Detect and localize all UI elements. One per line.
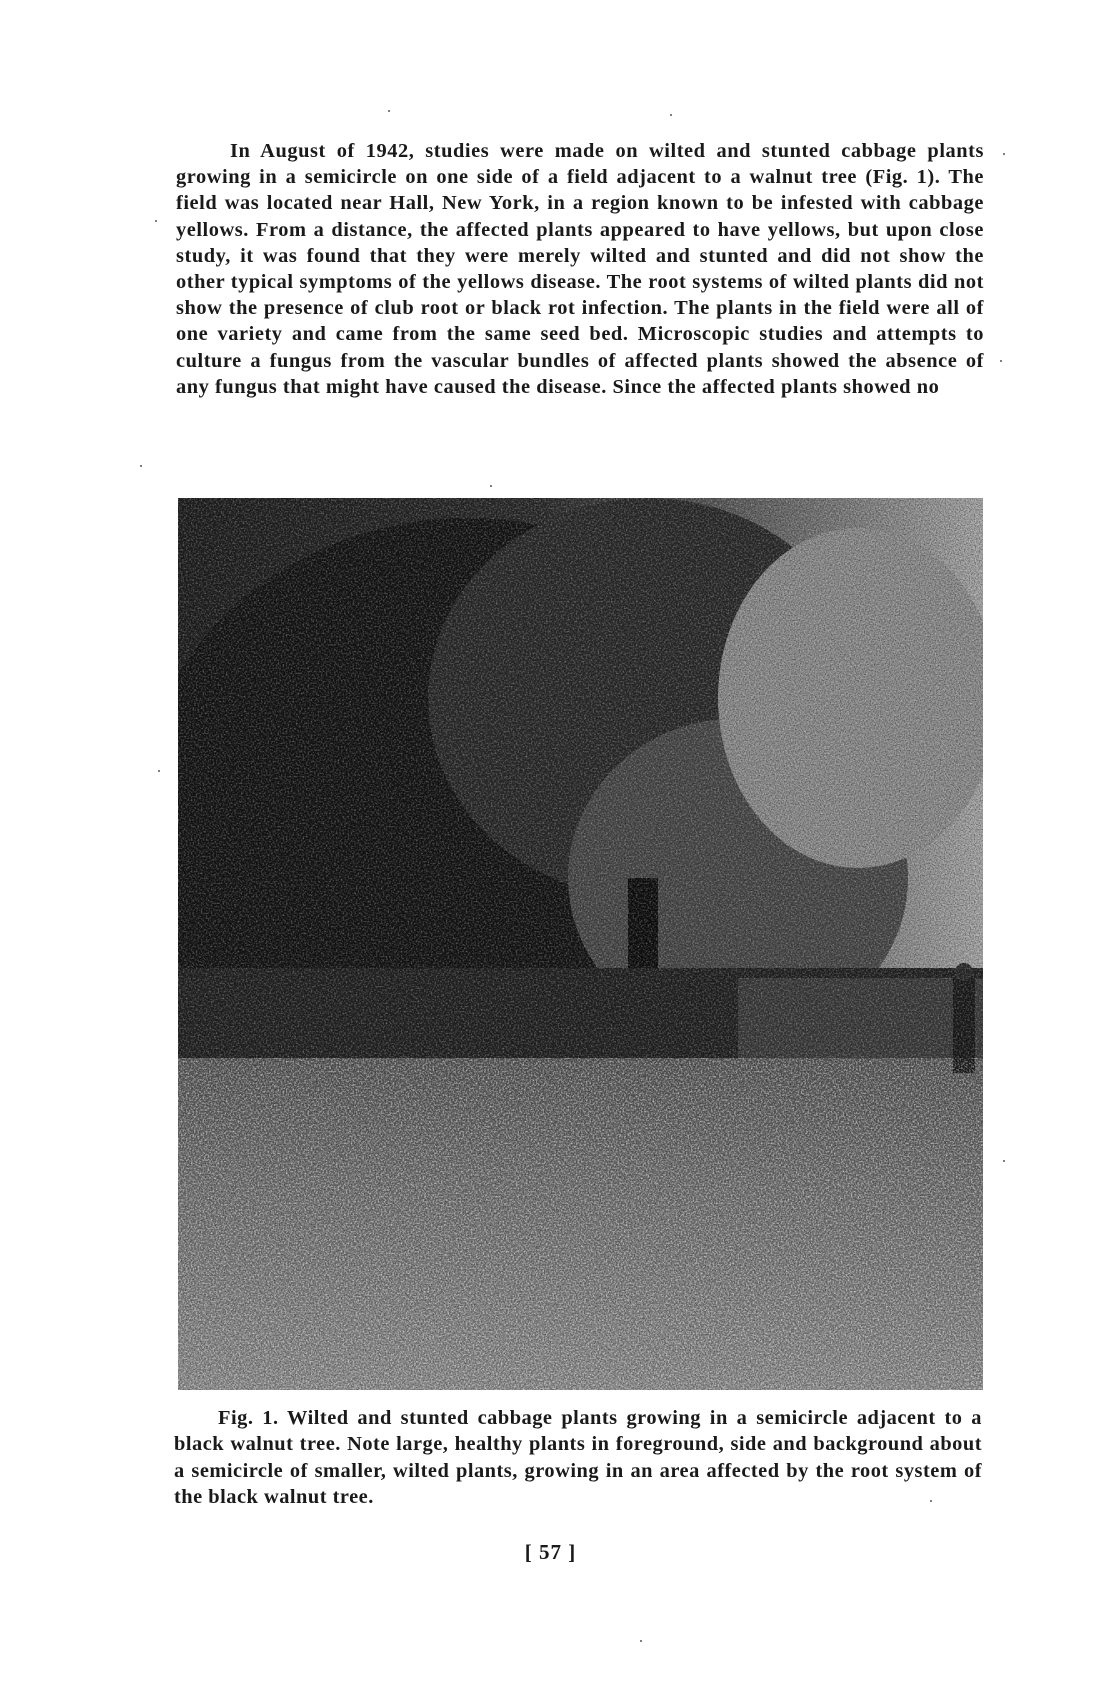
page-number: [ 57 ] — [524, 1540, 577, 1564]
scan-speck — [930, 1500, 932, 1502]
scan-speck — [388, 110, 390, 112]
scan-speck — [490, 485, 492, 487]
scan-speck — [158, 770, 160, 772]
scan-speck — [670, 114, 672, 116]
scan-speck — [155, 220, 157, 222]
scan-speck — [140, 465, 142, 467]
scan-speck — [640, 1640, 642, 1642]
figure-caption: Fig. 1. Wilted and stunted cabbage plants growing in a semicircle adjacent to a black walnut tree. Note large, healthy plants in foreground, side and background about a semicircle of smaller, wilted plants, growing in an area affected by the root system of the black walnut tree. — [174, 1407, 982, 1509]
figure-photograph — [178, 498, 983, 1390]
body-paragraph: In August of 1942, studies were made on wilted and stunted cabbage plants growing in a semicircle on one side of a field adjacent to a walnut tree (Fig. 1). The field was located near Hall, New York, in a region known to be infested with cabbage yellows. From a distance, the affected plants appeared to have yellows, but upon close study, it was found that they were merely wilted and stunted and did not show the other typical symptoms of the yellows disease. The root systems of wilted plants did not show the presence of club root or black rot infection. The plants in the field were all of one variety and came from the same seed bed. Microscopic studies and attempts to culture a fungus from the vascular bundles of affected plants showed the absence of any fungus that might have caused the disease. Since the affected plants showed no — [176, 140, 984, 398]
scan-speck — [1003, 1160, 1005, 1162]
scan-speck — [1000, 360, 1002, 362]
photo-walnut-tree-cabbage-field — [178, 498, 983, 1390]
scan-speck — [1003, 153, 1005, 155]
